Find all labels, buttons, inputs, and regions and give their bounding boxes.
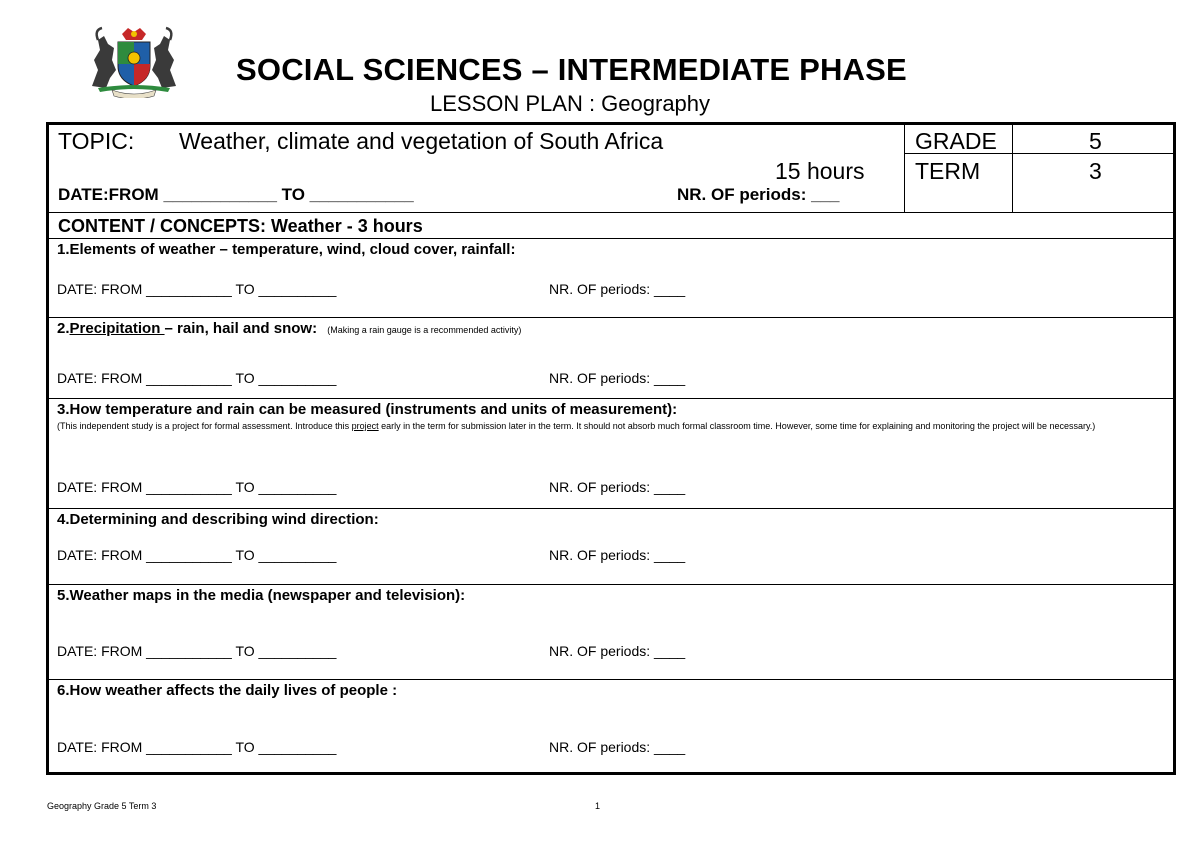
- row-divider: [49, 238, 1173, 239]
- page-number: 1: [595, 801, 601, 811]
- section-4-date-field[interactable]: DATE: FROM ___________ TO __________: [57, 547, 337, 563]
- section-5-periods-field[interactable]: NR. OF periods: ____: [549, 643, 686, 659]
- row-divider: [49, 508, 1173, 509]
- page-subtitle: LESSON PLAN : Geography: [430, 91, 711, 116]
- section-2-periods-field[interactable]: NR. OF periods: ____: [549, 370, 686, 386]
- term-label: TERM: [915, 158, 981, 184]
- grade-label: GRADE: [915, 128, 997, 154]
- topic-label: TOPIC:: [58, 128, 135, 154]
- topic-date-field[interactable]: DATE:FROM ____________ TO ___________: [58, 185, 414, 204]
- term-value: 3: [1089, 158, 1102, 184]
- section-3-desc-part1: (This independent study is a project for formal assessment. Introduce this: [57, 421, 352, 431]
- lesson-plan-table: [46, 122, 1176, 775]
- grade-value: 5: [1089, 128, 1102, 154]
- section-3-desc-link: project: [351, 421, 379, 431]
- topic-periods-field[interactable]: NR. OF periods: ___: [677, 185, 840, 204]
- section-2-title-rest: – rain, hail and snow:: [164, 320, 318, 337]
- grade-column-divider: [904, 125, 905, 212]
- section-3-desc-part2: early in the term for submission later in the term. It should not absorb much formal classroom time. However, some time for explaining and monitoring the project will be necessary.): [378, 421, 1096, 431]
- topic-text: Weather, climate and vegetation of South Africa: [179, 128, 664, 154]
- section-5-title: 5.Weather maps in the media (newspaper and television):: [57, 587, 466, 604]
- section-5-date-field[interactable]: DATE: FROM ___________ TO __________: [57, 643, 337, 659]
- section-4-periods-field[interactable]: NR. OF periods: ____: [549, 547, 686, 563]
- section-1-date-field[interactable]: DATE: FROM ___________ TO __________: [57, 281, 337, 297]
- section-1-periods-field[interactable]: NR. OF periods: ____: [549, 281, 686, 297]
- section-6-title: 6.How weather affects the daily lives of people :: [57, 682, 398, 699]
- section-1-title: 1.Elements of weather – temperature, wind, cloud cover, rainfall:: [57, 241, 516, 258]
- section-2-number: 2.: [57, 320, 70, 337]
- section-2-note: (Making a rain gauge is a recommended activity): [327, 325, 522, 335]
- row-divider: [49, 584, 1173, 585]
- grade-value-divider: [1012, 125, 1013, 212]
- section-3-title: 3.How temperature and rain can be measured (instruments and units of measurement):: [57, 401, 678, 418]
- section-3-description: [57, 420, 1172, 432]
- section-3-date-field[interactable]: DATE: FROM ___________ TO __________: [57, 479, 337, 495]
- section-6-periods-field[interactable]: NR. OF periods: ____: [549, 739, 686, 755]
- row-divider: [49, 212, 1173, 213]
- section-4-title: 4.Determining and describing wind direction:: [57, 511, 379, 528]
- coat-of-arms-icon: [84, 26, 184, 98]
- content-heading: CONTENT / CONCEPTS: Weather - 3 hours: [58, 216, 423, 236]
- section-2-date-field[interactable]: DATE: FROM ___________ TO __________: [57, 370, 337, 386]
- section-6-date-field[interactable]: DATE: FROM ___________ TO __________: [57, 739, 337, 755]
- section-2-title: [57, 320, 521, 337]
- footer-label: Geography Grade 5 Term 3: [47, 801, 157, 811]
- row-divider: [49, 398, 1173, 399]
- section-2-title-underlined: Precipitation: [69, 320, 165, 337]
- page-title: SOCIAL SCIENCES – INTERMEDIATE PHASE: [236, 52, 907, 87]
- row-divider: [49, 679, 1173, 680]
- section-3-periods-field[interactable]: NR. OF periods: ____: [549, 479, 686, 495]
- topic-hours: 15 hours: [775, 158, 865, 184]
- row-divider: [49, 317, 1173, 318]
